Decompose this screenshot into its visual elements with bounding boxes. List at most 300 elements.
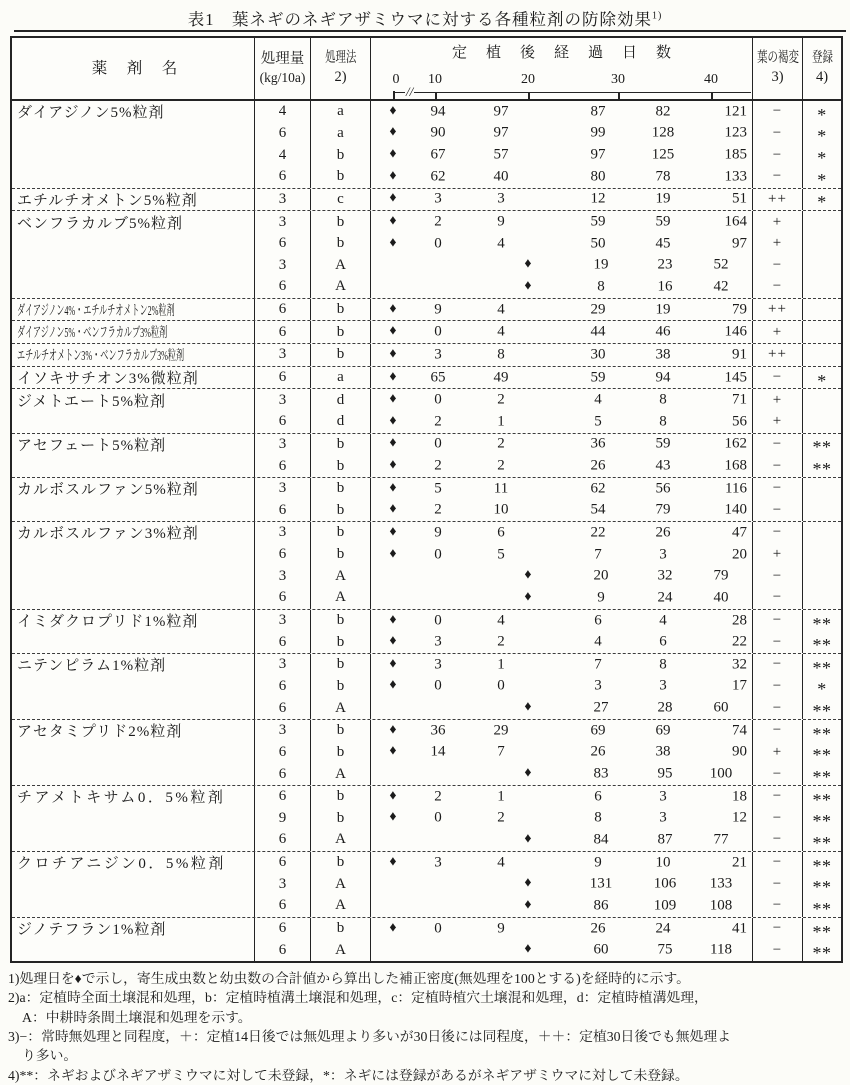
treatment-day-marker: ♦ [389,213,397,229]
header-days-axis [371,38,753,99]
drug-name-cell [12,873,255,895]
registration-value: * [817,126,827,147]
registration-value: * [817,679,827,700]
chart-cell [371,676,753,698]
density-value: 3 [434,190,442,207]
registration-cell [803,389,841,411]
chart-cell [371,918,753,940]
axis-label-10: 10 [428,72,442,87]
method-cell [311,321,371,343]
chart-cell [371,544,753,566]
browning-value: − [772,920,783,937]
density-value: 3 [659,788,667,805]
density-value: 17 [732,677,747,694]
header-registration-footnote-ref: 4) [815,69,829,85]
registration-value: ** [812,613,832,634]
amount-cell [255,144,311,166]
amount-value: 6 [278,413,287,430]
chart-cell [371,610,753,632]
drug-name-cell [12,321,255,343]
density-value: 109 [653,897,677,914]
amount-value: 6 [278,677,287,694]
browning-value: − [772,677,783,694]
amount-value: 3 [278,524,287,541]
amount-value: 6 [278,941,287,958]
amount-value: 6 [278,765,287,782]
drug-name-cell [12,720,255,742]
drug-name-cell [12,411,255,433]
browning-value: − [772,897,783,914]
density-value: 8 [597,278,605,295]
amount-value: 6 [278,633,287,650]
registration-value: ** [812,701,832,722]
registration-cell [803,763,841,788]
browning-value: ++ [768,190,787,207]
density-value: 8 [594,809,602,826]
amount-cell [255,389,311,411]
density-value: 3 [434,656,442,673]
amount-value: 6 [278,369,287,385]
density-value: 0 [434,612,442,629]
drug-name-cell [12,742,255,764]
browning-value: − [772,256,783,273]
footnote-3 [8,1027,846,1066]
method-cell [311,895,371,917]
method-value: b [336,213,345,230]
table-row [12,433,841,456]
density-value: 20 [593,567,609,584]
table-row [12,653,841,676]
table-row [12,873,841,898]
header-amount-label: 処理量 [260,50,305,67]
footnote-line: 4)**：ネギおよびネギアザミウマに対して未登録，*：ネギには登録があるがネギアザミウマに対して未登録。 [8,1067,689,1083]
density-value: 79 [713,567,729,584]
registration-value: ** [812,459,832,480]
amount-value: 6 [278,897,287,914]
method-cell [311,544,371,566]
browning-cell [753,123,803,145]
registration-value: * [817,370,827,391]
density-value: 69 [655,722,671,739]
browning-value: + [772,235,783,252]
title-rule [14,30,846,32]
drug-name-cell [12,455,255,477]
density-value: 54 [590,501,606,518]
chart-cell [371,720,753,742]
method-value: b [336,612,345,629]
chart-cell [371,434,753,456]
table-row [12,366,841,389]
amount-value: 6 [278,854,287,871]
amount-value: 9 [278,809,287,826]
density-value: 32 [732,656,747,673]
density-value: 1 [497,413,505,430]
density-value: 19 [655,301,671,318]
registration-value: ** [812,657,832,678]
density-value: 97 [732,235,747,252]
density-value: 4 [659,612,667,629]
browning-cell [753,211,803,233]
table-row [12,188,841,211]
method-cell [311,763,371,785]
browning-value: − [772,524,783,541]
method-value: b [336,633,345,650]
axis-tick-0 [393,91,395,99]
amount-cell [255,763,311,785]
browning-value: − [772,633,783,650]
amount-value: 6 [278,546,287,563]
density-value: 131 [589,875,613,892]
density-value: 59 [655,213,671,230]
density-value: 1 [497,656,505,673]
method-value: a [337,369,344,385]
registration-cell [803,918,841,940]
treatment-day-marker: ♦ [389,369,397,385]
browning-value: + [772,743,783,760]
method-cell [311,299,371,321]
footnote-4 [8,1066,846,1085]
amount-value: 3 [278,190,287,207]
treatment-day-marker: ♦ [389,191,397,207]
chart-cell [371,367,753,389]
density-value: 59 [590,213,606,230]
method-cell [311,455,371,477]
method-cell [311,478,371,500]
method-cell [311,189,371,211]
method-cell [311,166,371,188]
density-value: 146 [724,323,747,340]
table-row [12,455,841,480]
chart-cell [371,895,753,917]
method-value: A [335,567,346,584]
amount-value: 6 [278,788,287,805]
browning-value: + [772,413,783,430]
drug-name-cell [12,808,255,830]
registration-cell [803,697,841,722]
method-cell [311,389,371,411]
density-value: 19 [655,190,671,207]
header-amount [255,38,311,99]
density-value: 4 [497,612,505,629]
treatment-day-marker: ♦ [389,125,397,141]
registration-value: ** [812,877,832,898]
chart-cell [371,697,753,719]
drug-name-cell [12,697,255,719]
browning-value: − [772,567,783,584]
density-value: 106 [653,875,677,892]
chart-cell [371,587,753,609]
table-row [12,742,841,764]
table-row [12,123,841,145]
browning-value: − [772,168,783,185]
browning-value: − [772,809,783,826]
drug-name-cell [12,565,255,587]
table-row [12,609,841,632]
amount-value: 3 [278,256,287,273]
amount-cell [255,254,311,276]
amount-cell [255,233,311,255]
method-value: a [337,103,344,120]
amount-cell [255,123,311,145]
browning-cell [753,610,803,632]
header-registration-label: 登録 [811,50,833,67]
method-value: b [336,656,345,673]
method-value: b [336,524,345,541]
drug-name-cell [12,852,255,874]
method-value: b [336,435,345,452]
density-value: 8 [497,346,505,363]
treatment-day-marker: ♦ [389,146,397,162]
browning-cell [753,144,803,166]
treatment-day-marker: ♦ [524,941,532,957]
treatment-day-marker: ♦ [524,567,532,583]
browning-value: − [772,788,783,805]
registration-cell [803,786,841,808]
density-value: 2 [497,633,505,650]
chart-cell [371,455,753,477]
amount-cell [255,829,311,851]
registration-value: * [817,169,827,190]
table-row [12,276,841,298]
density-value: 40 [493,168,509,185]
treatment-day-marker: ♦ [389,413,397,429]
amount-value: 6 [278,501,287,518]
method-value: b [336,501,345,518]
method-value: b [336,301,345,318]
registration-cell [803,299,841,321]
browning-value: + [772,391,783,408]
browning-value: − [772,457,783,474]
axis-label-30: 30 [611,72,625,87]
browning-value: + [772,323,783,340]
browning-value: − [772,103,783,120]
amount-cell [255,101,311,123]
table-body [12,101,841,964]
method-value: A [335,699,346,716]
density-value: 36 [430,722,446,739]
method-cell [311,565,371,587]
drug-name-cell [12,144,255,166]
density-value: 19 [593,256,609,273]
method-cell [311,654,371,676]
drug-name-cell [12,367,255,389]
header-drug-name [12,38,255,99]
chart-cell [371,166,753,188]
treatment-day-marker: ♦ [524,589,532,605]
density-value: 32 [657,567,673,584]
density-value: 91 [732,346,747,363]
density-value: 5 [497,546,505,563]
registration-cell [803,565,841,587]
registration-value: ** [812,789,832,810]
density-value: 9 [497,920,505,937]
density-value: 0 [434,920,442,937]
footnote-1 [8,969,846,988]
treatment-day-marker: ♦ [389,235,397,251]
chart-cell [371,654,753,676]
method-value: b [336,854,345,871]
method-value: b [336,546,345,563]
density-value: 84 [593,831,609,848]
registration-cell [803,455,841,480]
table-row [12,939,841,964]
registration-value: ** [812,723,832,744]
browning-value: − [772,612,783,629]
drug-name: ダイアジノン5%粒剤 [17,105,165,122]
density-value: 14 [430,743,446,760]
browning-cell [753,233,803,255]
treatment-day-marker: ♦ [389,809,397,825]
table-row [12,254,841,276]
treatment-day-marker: ♦ [524,765,532,781]
table-row [12,719,841,742]
browning-cell [753,895,803,917]
density-value: 57 [493,146,509,163]
browning-value: ++ [768,346,787,363]
chart-cell [371,144,753,166]
drug-name-cell [12,276,255,298]
drug-name-cell [12,344,255,366]
registration-cell [803,808,841,830]
drug-name-cell [12,233,255,255]
table-row [12,587,841,609]
table-row [12,697,841,722]
drug-name-cell [12,654,255,676]
browning-cell [753,829,803,851]
method-cell [311,276,371,298]
amount-value: 6 [278,323,287,340]
chart-cell [371,211,753,233]
drug-name: エチルチオメトン3%・ベンフラカルブ3%粒剤 [17,348,185,364]
density-value: 90 [430,124,446,141]
treatment-day-marker: ♦ [389,678,397,694]
registration-cell [803,211,841,233]
density-value: 51 [732,190,747,207]
method-cell [311,786,371,808]
density-value: 56 [732,413,747,430]
treatment-day-marker: ♦ [389,854,397,870]
method-value: b [336,168,345,185]
density-value: 95 [657,765,673,782]
amount-cell [255,939,311,961]
density-value: 4 [497,323,505,340]
amount-value: 4 [278,103,287,120]
drug-name-cell [12,478,255,500]
browning-cell [753,565,803,587]
chart-cell [371,763,753,785]
drug-name-cell [12,500,255,522]
method-value: b [336,743,345,760]
density-value: 90 [732,743,747,760]
density-value: 79 [732,301,747,318]
table-row [12,298,841,321]
density-value: 3 [434,854,442,871]
table-row [12,388,841,411]
density-value: 75 [657,941,673,958]
density-value: 140 [724,501,747,518]
method-cell [311,918,371,940]
registration-cell [803,123,841,145]
drug-name-cell [12,123,255,145]
amount-value: 6 [278,457,287,474]
method-cell [311,522,371,544]
method-cell [311,852,371,874]
density-value: 6 [659,633,667,650]
density-value: 26 [590,457,606,474]
method-cell [311,411,371,433]
amount-cell [255,299,311,321]
density-value: 97 [590,146,606,163]
drug-name-cell [12,166,255,188]
amount-cell [255,808,311,830]
drug-name: アセフェート5%粒剤 [17,437,167,454]
amount-value: 3 [278,567,287,584]
method-cell [311,211,371,233]
drug-name-cell [12,918,255,940]
browning-cell [753,166,803,188]
drug-name: ジノテフラン1%粒剤 [17,922,167,939]
density-value: 94 [655,369,671,385]
drug-name: アセタミプリド2%粒剤 [17,724,183,741]
registration-cell [803,166,841,188]
density-value: 118 [710,941,732,958]
registration-value: * [817,192,827,213]
treatment-day-marker: ♦ [389,744,397,760]
density-value: 0 [434,235,442,252]
browning-cell [753,873,803,895]
axis-label-40: 40 [704,72,718,87]
amount-value: 3 [278,875,287,892]
drug-name-cell [12,631,255,653]
density-value: 44 [590,323,606,340]
browning-value: − [772,722,783,739]
amount-cell [255,522,311,544]
drug-name: ダイアジノン4%・エチルチオメトン2%粒剤 [17,303,175,319]
results-table [10,36,843,963]
method-cell [311,144,371,166]
density-value: 2 [497,457,505,474]
browning-cell [753,389,803,411]
density-value: 45 [655,235,671,252]
chart-cell [371,189,753,211]
drug-name-cell [12,763,255,785]
registration-cell [803,587,841,609]
density-value: 22 [590,524,606,541]
amount-value: 6 [278,743,287,760]
density-value: 4 [497,301,505,318]
density-value: 2 [497,391,505,408]
axis-tick-40 [711,93,713,99]
density-value: 28 [732,612,747,629]
chart-cell [371,344,753,366]
method-cell [311,610,371,632]
density-value: 4 [594,633,602,650]
density-value: 71 [732,391,747,408]
registration-cell [803,852,841,874]
table-title-text: 表1 葉ネギのネギアザミウマに対する各種粒剤の防除効果 [187,10,652,29]
density-value: 0 [434,435,442,452]
density-value: 99 [590,124,606,141]
axis-tick-10 [435,93,437,99]
amount-value: 6 [278,589,287,606]
registration-value: ** [812,745,832,766]
density-value: 94 [430,103,446,120]
registration-value: ** [812,943,832,964]
method-value: d [336,391,345,408]
drug-name: エチルチオメトン5%粒剤 [17,192,198,209]
amount-cell [255,189,311,211]
density-value: 0 [434,546,442,563]
